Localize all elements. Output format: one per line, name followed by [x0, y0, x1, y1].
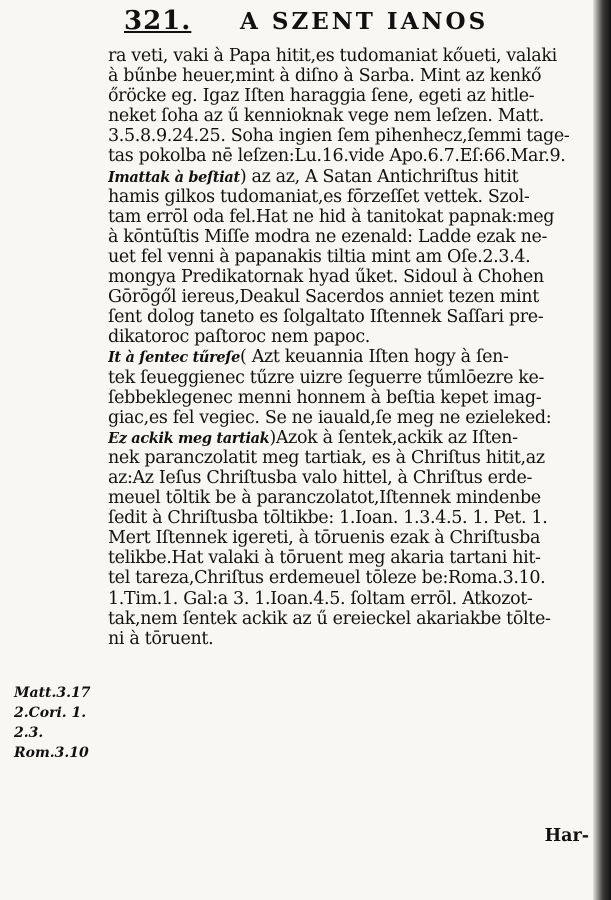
line-text: Mert Iſtennek igereti, à tōruenis ezak à Chriſtusba: [108, 528, 541, 549]
text-line: [108, 146, 596, 166]
lemma-citation: Imattak à beſtiat: [108, 168, 240, 186]
text-line: [108, 488, 596, 508]
text-line: [108, 428, 596, 448]
line-text: meuel tōltik be à paranczolatot,Iſtennek mindenbe: [108, 488, 541, 509]
text-line: [108, 207, 596, 227]
text-line: [108, 287, 596, 307]
text-line: [108, 307, 596, 327]
line-text: ſedit à Chriſtusba tōltikbe: 1.Ioan. 1.3.4.5. 1. Pet. 1.: [108, 508, 548, 529]
line-text: 3.5.8.9.24.25. Soha ingien ſem pihenhecz,ſemmi tage-: [108, 126, 570, 147]
lemma-citation: It à ſentec tűreſe: [108, 349, 241, 367]
line-text: őröcke eg. Igaz Iſten haraggia ſene, egeti az hitle-: [108, 86, 535, 107]
page-header: [118, 2, 588, 38]
line-text: nek paranczolatit meg tartiak, es à Chriſtus hitit,az: [108, 447, 545, 468]
text-line: [108, 106, 596, 126]
page-number: 321.: [124, 6, 192, 36]
text-line: [108, 347, 596, 367]
text-line: [108, 327, 596, 347]
text-line: [108, 247, 596, 267]
line-text: tam errōl oda fel.Hat ne hid à tanitokat papnak:meg: [108, 206, 555, 227]
text-line: [108, 368, 596, 388]
margin-notes: [14, 683, 106, 763]
line-text: neket ſoha az ű kennioknak vege nem leſzen. Matt.: [108, 106, 545, 127]
text-line: [108, 589, 596, 609]
page-gutter-shadow: [593, 0, 611, 900]
text-line: [108, 629, 596, 649]
lemma-citation: Ez ackik meg tartiak: [108, 429, 270, 447]
text-line: [108, 46, 596, 66]
body-text: [108, 46, 596, 649]
text-line: [108, 408, 596, 428]
text-line: [108, 609, 596, 629]
text-line: [108, 468, 596, 488]
line-text: az:Az Ieſus Chriſtusba valo hittel, à Chriſtus erde-: [108, 467, 533, 488]
text-line: [108, 548, 596, 568]
margin-note: 2.Cori. 1.: [14, 705, 87, 722]
text-line: [108, 508, 596, 528]
text-line: [108, 267, 596, 287]
line-text: )Azok à ſentek,ackik az Iſten-: [269, 427, 518, 448]
text-line: [108, 528, 596, 548]
text-line: [108, 86, 596, 106]
line-text: ) az az, A Satan Antichriſtus hitit: [239, 166, 519, 187]
margin-note: 2.3.: [14, 725, 44, 742]
line-text: mongya Predikatornak hyad űket. Sidoul à Chohen: [108, 267, 544, 288]
line-text: tel tareza,Chriſtus erdemeuel tōleze be:Roma.3.10.: [108, 568, 546, 589]
catchword: Har-: [544, 826, 589, 846]
line-text: uet fel venni à papanakis tiltia mint am Oſe.2.3.4.: [108, 246, 531, 267]
text-line: [108, 227, 596, 247]
line-text: à bűnbe heuer,mint à diſno à Sarba. Mint az kenkő: [108, 66, 542, 87]
line-text: ( Azt keuannia Iſten hogy à ſen-: [240, 347, 509, 368]
line-text: giac,es fel vegiec. Se ne iauald,ſe meg ne ezieleked:: [108, 407, 552, 428]
text-line: [108, 187, 596, 207]
line-text: dikatoroc paſtoroc nem papoc.: [108, 327, 370, 348]
line-text: tak,nem ſentek ackik az ű ereieckel akariakbe tōlte-: [108, 608, 551, 629]
text-line: [108, 448, 596, 468]
line-text: tas pokolba nē leſzen:Lu.16.vide Apo.6.7.Eſ:66.Mar.9.: [108, 146, 566, 167]
line-text: ſent dolog taneto es ſolgaltato Iſtennek Saſſari pre-: [108, 307, 544, 328]
text-line: [108, 388, 596, 408]
text-line: [108, 126, 596, 146]
line-text: tek ſeueggienec tűzre uizre ſeguerre tűmlōezre ke-: [108, 367, 545, 388]
margin-note: Matt.3.17: [14, 685, 91, 701]
line-text: ſebbeklegenec menni honnem à beſtia kepet imag-: [108, 387, 542, 408]
text-line: [108, 167, 596, 187]
line-text: à kōntūſtis Miſſe modra ne ezenald: Ladde ezak ne-: [108, 226, 548, 247]
line-text: hamis gilkos tudomaniat,es fōrzeſſet vettek. Szol-: [108, 186, 530, 207]
text-line: [108, 568, 596, 588]
line-text: ra veti, vaki à Papa hitit,es tudomaniat kőueti, valaki: [108, 46, 557, 66]
margin-note: Rom.3.10: [14, 745, 89, 762]
line-text: 1.Tim.1. Gal:a 3. 1.Ioan.4.5. ſoltam errōl. Atkozot-: [108, 588, 533, 609]
line-text: Gōrōgől iereus,Deakul Sacerdos anniet tezen mint: [108, 287, 539, 308]
line-text: telikbe.Hat valaki à tōruent meg akaria tartani hit-: [108, 548, 541, 569]
line-text: ni à tōruent.: [108, 628, 214, 649]
running-title: A SZENT IANOS: [240, 8, 489, 35]
text-line: [108, 66, 596, 86]
